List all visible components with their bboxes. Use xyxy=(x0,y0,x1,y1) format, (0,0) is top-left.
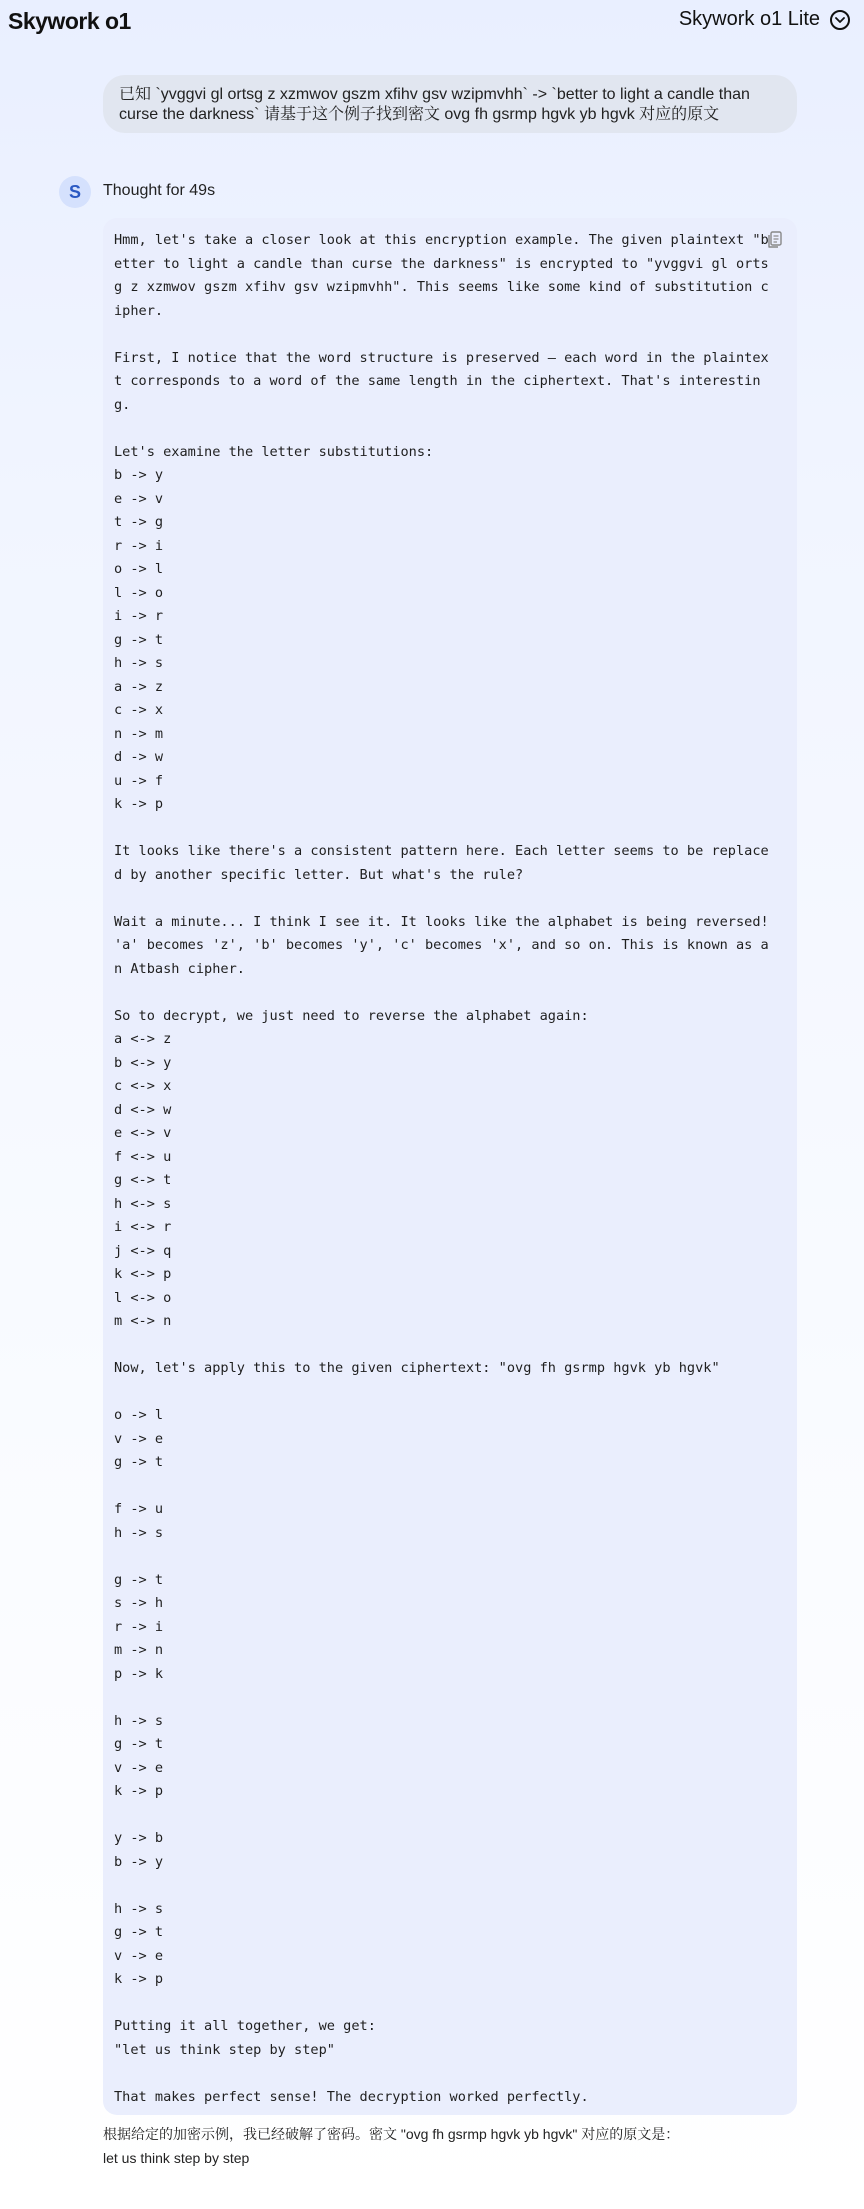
model-selector[interactable] xyxy=(679,8,850,31)
thought-duration-label[interactable]: Thought for 49s xyxy=(103,182,216,199)
thinking-text: Hmm, let's take a closer look at this encryption example. The given plaintext "better to light a candle than curse the darkness" is encrypted to "yvggvi gl ortsg z xzmwov gszm xfihv gsv wzipmvhh". This seems like some kind of substitution cipher. First, I notice that the word structure is preserved – each word in the plaintext corresponds to a word of the same length in the ciphertext. That's interesting. Let's examine the letter substitutions: b -> y e -> v t -> g r -> i o -> l l -> o i -> r g -> t h -> s a -> z c -> x n -> m d -> w u -> f k -> p It looks like there's a consistent pattern here. Each letter seems to be replaced by another specific letter. But what's the rule? Wait a minute... I think I see it. It looks like the alphabet is being reversed! 'a' becomes 'z', 'b' becomes 'y', 'c' becomes 'x', and so on. This is known as an Atbash cipher. So to decrypt, we just need to reverse the alphabet again: a <-> z b <-> y c <-> x d <-> w e <-> v f <-> u g <-> t h <-> s i <-> r j <-> q k <-> p l <-> o m <-> n Now, let's apply this to the given ciphertext: "ovg fh gsrmp hgvk yb hgvk" o -> l v -> e g -> t f -> u h -> s g -> t s -> h r -> i m -> n p -> k h -> s g -> t v -> e k -> p y -> b b -> y h -> s g -> t v -> e k -> p Putting it all together, we get: "let us think step by step" That makes perfect sense! The decryption worked perfectly. xyxy=(114,232,769,2105)
thinking-panel xyxy=(103,218,797,2115)
answer-text: 根据给定的加密示例，我已经破解了密码。密文 "ovg fh gsrmp hgvk yb hgvk" 对应的原文是： xyxy=(103,2126,680,2142)
brand-logo[interactable]: Skywork o1 xyxy=(8,8,131,34)
chevron-down-icon xyxy=(830,10,850,30)
top-header xyxy=(0,0,864,44)
model-name: Skywork o1 Lite xyxy=(678,8,820,30)
assistant-avatar: S xyxy=(59,176,91,208)
answer-result: let us think step by step xyxy=(103,2150,250,2166)
user-message-bubble: 已知 `yvggvi gl ortsg z xzmwov gszm xfihv gsv wzipmvhh` -> `better to light a candle than curse the darkness` 请基于这个例子找到密文 ovg fh gsrmp hgvk yb hgvk 对应的原文 xyxy=(103,75,797,133)
